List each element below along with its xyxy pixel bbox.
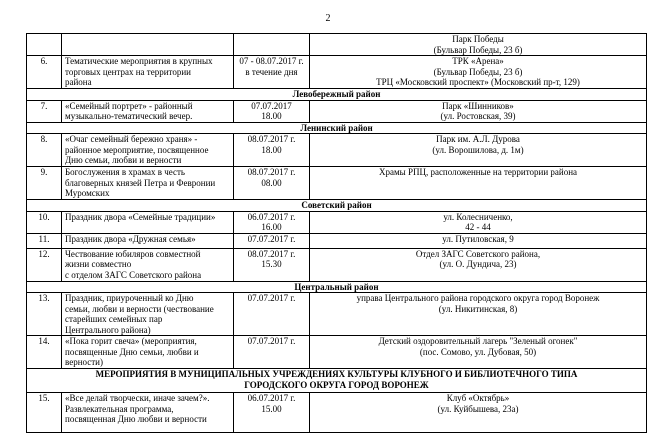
table-row: [27, 134, 647, 167]
table-row: [27, 100, 647, 122]
section-row: [27, 200, 647, 212]
date-line: 18.00: [261, 111, 282, 121]
date-cell: [234, 167, 310, 200]
event-line: благоверных князей Петра и Февронии: [65, 177, 216, 188]
section-row: [27, 122, 647, 134]
section-heading: [27, 369, 647, 393]
place-line: (Бульвар Победы, 23 б): [433, 66, 523, 77]
place-line: (ул. Куйбышева, 23а): [437, 403, 519, 414]
row-number: 7.: [27, 100, 62, 122]
event-cell: [62, 336, 234, 369]
place-line: 42 - 44: [465, 222, 491, 232]
event-line: Праздник двора «Семейные традиции»: [65, 211, 216, 222]
table-row: [27, 34, 647, 56]
place-line: ул. Колесниченко,: [443, 211, 513, 222]
event-line: Богослужения в храмах в честь: [65, 167, 185, 177]
event-line: семьи, любви и верности (чествование: [65, 303, 214, 314]
event-line: Праздник, приуроченный ко Дню: [65, 293, 194, 303]
date-line: 07.07.2017 г.: [247, 233, 296, 244]
place-line: ТРК «Арена»: [452, 56, 504, 66]
place-line: Клуб «Октябрь»: [446, 393, 510, 403]
date-line: 07 - 08.07.2017 г.: [239, 56, 304, 66]
table-row: [27, 393, 647, 433]
event-line: «Пока горит свеча» (мероприятия,: [65, 336, 197, 346]
place-line: Парк «Шинников»: [442, 100, 514, 111]
event-cell: [62, 134, 234, 167]
row-number: 6.: [27, 56, 62, 89]
date-cell: [234, 100, 310, 122]
place-line: (ул. Никитинская, 8): [438, 303, 518, 314]
event-line: верности): [65, 357, 103, 367]
date-line: 15.00: [261, 403, 282, 414]
event-line: старейших семейных пар: [65, 314, 163, 324]
event-line: Тематические мероприятия в крупных: [65, 56, 213, 66]
place-cell: [310, 56, 647, 89]
place-cell: [310, 233, 647, 248]
date-line: 15.30: [261, 259, 282, 269]
event-line: Праздник двора «Дружная семья»: [65, 233, 196, 244]
place-line: (ул. О. Дундича, 23): [439, 259, 517, 269]
place-cell: [310, 293, 647, 336]
place-line: (ул. Ростовская, 39): [440, 111, 516, 121]
date-cell: [234, 233, 310, 248]
event-line: «Семейный портрет» - районный: [65, 100, 193, 111]
row-number: 15.: [27, 393, 62, 433]
date-line: в течение дня: [245, 66, 298, 77]
event-line: районное мероприятие, посвященное: [65, 144, 209, 155]
event-line: «Очаг семейный бережно храня» -: [65, 134, 198, 144]
event-cell: [62, 34, 234, 56]
date-cell: [234, 34, 310, 56]
date-cell: [234, 134, 310, 167]
table-row: [27, 56, 647, 89]
date-line: 07.07.2017 г.: [247, 336, 296, 346]
table-row: [27, 248, 647, 281]
place-line: Парк им. А.Л. Дурова: [436, 134, 520, 144]
table-row: [27, 336, 647, 369]
date-line: 06.07.2017 г.: [247, 393, 296, 403]
place-line: управа Центрального района городского округа город Воронеж: [356, 293, 600, 303]
event-cell: [62, 211, 234, 233]
place-cell: [310, 134, 647, 167]
event-cell: [62, 248, 234, 281]
section-row: [27, 369, 647, 393]
date-cell: [234, 336, 310, 369]
place-line: Парк Победы: [452, 34, 504, 44]
place-line: (ул. Ворошилова, д. 1м): [432, 144, 524, 155]
date-line: 16.00: [261, 222, 282, 232]
date-line: 08.00: [261, 177, 282, 188]
date-line: 08.07.2017 г.: [247, 167, 296, 177]
place-line: (Бульвар Победы, 23 б): [433, 44, 523, 55]
row-number: 13.: [27, 293, 62, 336]
date-cell: [234, 211, 310, 233]
row-number: 9.: [27, 167, 62, 200]
date-cell: [234, 56, 310, 89]
section-row: [27, 281, 647, 293]
table-row: [27, 233, 647, 248]
date-line: 07.07.2017 г.: [247, 293, 296, 303]
place-line: Отдел ЗАГС Советского района,: [415, 248, 541, 259]
event-line: посвященная Дню любви и верности: [65, 414, 207, 424]
section-row: [27, 89, 647, 101]
place-cell: [310, 336, 647, 369]
event-line: Центрального района): [65, 324, 151, 335]
table-row: [27, 211, 647, 233]
page-number: 2: [325, 13, 331, 24]
district-heading: Центральный район: [27, 281, 647, 293]
event-line: Муромских: [65, 188, 110, 198]
district-heading: Ленинский район: [27, 122, 647, 134]
event-line: Чествование юбиляров совместной: [65, 248, 201, 259]
date-line: 06.07.2017 г.: [247, 211, 296, 222]
place-cell: [310, 100, 647, 122]
place-cell: [310, 167, 647, 200]
district-heading: Советский район: [27, 200, 647, 212]
place-line: (пос. Сомово, ул. Дубовая, 50): [419, 346, 537, 357]
table-row: [27, 167, 647, 200]
events-table: [26, 33, 647, 433]
event-line: музыкально-тематический вечер.: [65, 111, 193, 121]
event-cell: [62, 393, 234, 433]
event-cell: [62, 167, 234, 200]
event-cell: [62, 233, 234, 248]
date-line: 18.00: [261, 144, 282, 155]
place-line: Детский оздоровительный лагерь "Зеленый огонек": [378, 336, 578, 346]
event-line: Развлекательная программа,: [65, 403, 174, 414]
place-line: ТРЦ «Московский проспект» (Московский пр-т, 129): [376, 77, 580, 87]
row-number: 8.: [27, 134, 62, 167]
event-line: жизни совместно: [65, 259, 132, 269]
event-line: района: [65, 77, 92, 87]
event-cell: [62, 56, 234, 89]
row-number: [27, 34, 62, 56]
place-cell: [310, 211, 647, 233]
event-line: с отделом ЗАГС Советского района: [65, 269, 202, 280]
event-line: торговых центрах на территории: [65, 66, 191, 77]
event-cell: [62, 293, 234, 336]
place-cell: [310, 248, 647, 281]
place-cell: [310, 393, 647, 433]
row-number: 12.: [27, 248, 62, 281]
row-number: 14.: [27, 336, 62, 369]
row-number: 11.: [27, 233, 62, 248]
date-cell: [234, 393, 310, 433]
date-line: 08.07.2017 г.: [247, 134, 296, 144]
district-heading: Левобережный район: [27, 89, 647, 101]
event-line: посвященные Дню семьи, любви и: [65, 346, 199, 357]
event-line: Дню семьи, любви и верности: [65, 155, 182, 165]
section-heading-line: ГОРОДСКОГО ОКРУГА ГОРОД ВОРОНЕЖ: [244, 379, 429, 390]
date-cell: [234, 293, 310, 336]
date-cell: [234, 248, 310, 281]
table-row: [27, 293, 647, 336]
place-line: ул. Путиловская, 9: [442, 233, 514, 244]
date-line: 08.07.2017 г.: [247, 248, 296, 259]
place-line: Храмы РПЦ, расположенные на территории района: [378, 167, 578, 177]
row-number: 10.: [27, 211, 62, 233]
place-cell: [310, 34, 647, 56]
date-line: 07.07.2017: [251, 100, 292, 111]
event-line: «Все делай творчески, иначе зачем?».: [65, 393, 210, 403]
section-heading-line: МЕРОПРИЯТИЯ В МУНИЦИПАЛЬНЫХ УЧРЕЖДЕНИЯХ КУЛЬТУРЫ КЛУБНОГО И БИБЛИОТЕЧНОГО ТИПА: [95, 369, 578, 379]
event-cell: [62, 100, 234, 122]
